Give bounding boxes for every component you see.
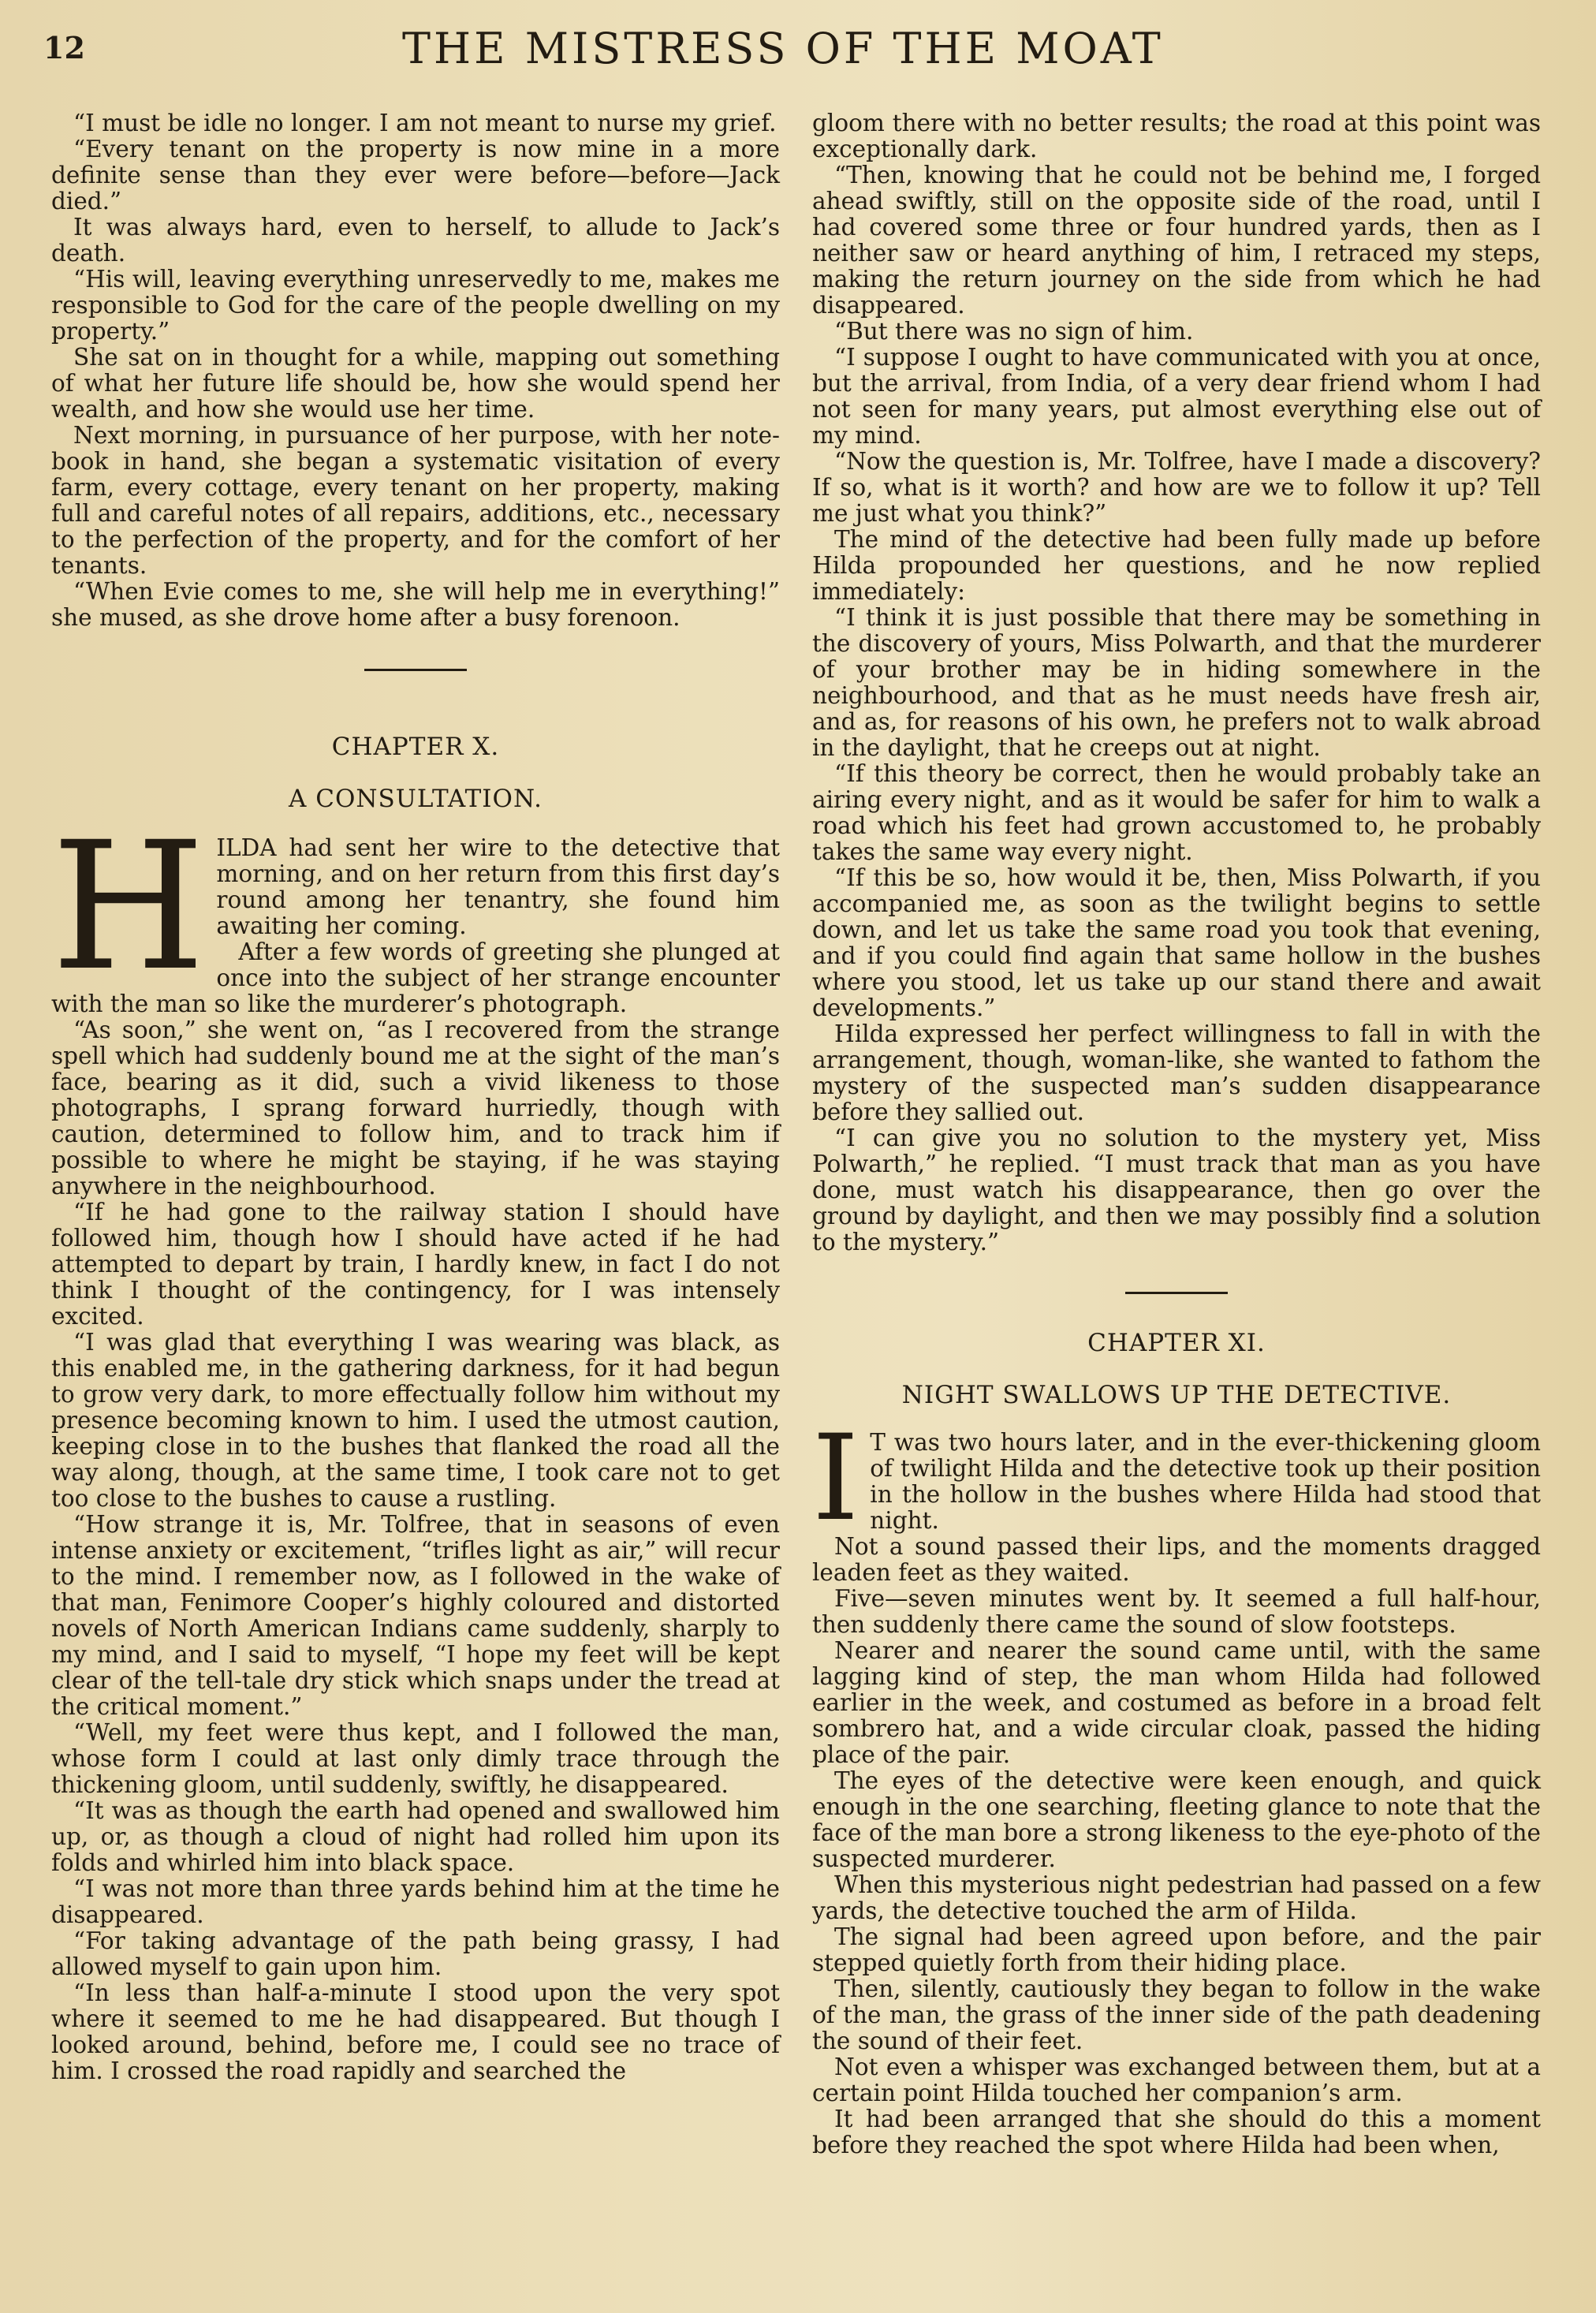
paragraph: She sat on in thought for a while, mapping out something of what her future life should be, how she would spend her wealth, and how she would use her time. [51, 344, 780, 423]
drop-cap: H [51, 804, 206, 1009]
running-title: THE MISTRESS OF THE MOAT [402, 24, 1164, 73]
drop-cap: I [812, 1410, 860, 1547]
paragraph: “Well, my feet were thus kept, and I followed the man, whose form I could at last only dimly trace through the thickening gloom, until suddenly, swiftly, he disappeared. [51, 1719, 780, 1798]
paragraph: “For taking advantage of the path being grassy, I had allowed myself to gain upon him. [51, 1927, 780, 1980]
paragraph: When this mysterious night pedestrian had passed on a few yards, the detective touched the arm of Hilda. [812, 1871, 1541, 1924]
paragraph: It was always hard, even to herself, to allude to Jack’s death. [51, 214, 780, 267]
paragraph: Nearer and nearer the sound came until, with the same lagging kind of step, the man whom Hilda had followed earlier in the week, and costumed as before in a broad felt sombrero hat, and a wide circular cloak, passed the hiding place of the pair. [812, 1637, 1541, 1768]
paragraph: ILDA had sent her wire to the detective that morning, and on her return from this first day’s round among her tenantry, she found him awaiting her coming. [216, 834, 780, 939]
chapter-number: CHAPTER XI. [1087, 1329, 1266, 1357]
paragraph: Next morning, in pursuance of her purpose, with her note-book in hand, she began a systematic visitation of every farm, every cottage, every tenant on her property, making full and careful notes of all repairs, additions, etc., necessary to the perfection of the property, and for the comfort of her tenants. [51, 422, 780, 579]
paragraph: Hilda expressed her perfect willingness to fall in with the arrangement, though, woman-like, she wanted to fathom the mystery of the suspected man’s sudden disappearance before they sallied out. [812, 1020, 1541, 1125]
chapter-title: NIGHT SWALLOWS UP THE DETECTIVE. [901, 1381, 1452, 1409]
paragraph: “But there was no sign of him. [834, 318, 1194, 345]
paragraph: “If he had gone to the railway station I should have followed him, though how I should have acted if he had attempted to depart by train, I hardly knew, in fact I do not think I thought of the contingency, for I was intensely excited. [51, 1199, 780, 1330]
chapter-number: CHAPTER X. [331, 733, 500, 761]
paragraph: “If this theory be correct, then he would probably take an airing every night, and as it would be safer for him to walk a road which his feet had grown accustomed to, he probably takes the same way every night. [812, 760, 1541, 865]
paragraph: “I was glad that everything I was wearing was black, as this enabled me, in the gathering darkness, for it had begun to grow very dark, to more effectually follow him without my presence becoming known to him. I used the utmost caution, keeping close in to the bushes that flanked the road all the way along, though, at the same time, I took care not to get too close to the bushes to cause a rustling. [51, 1329, 780, 1512]
paragraph: Five—seven minutes went by. It seemed a full half-hour, then suddenly there came the sound of slow footsteps. [812, 1585, 1541, 1638]
left-column [51, 110, 780, 2084]
paragraph: gloom there with no better results; the road at this point was exceptionally dark. [812, 110, 1541, 162]
paragraph: “Now the question is, Mr. Tolfree, have I made a discovery? If so, what is it worth? and how are we to follow it up? Tell me just what you think?” [812, 448, 1541, 527]
paragraph: The signal had been agreed upon before, and the pair stepped quietly forth from their hiding place. [812, 1923, 1541, 1976]
paragraph: “I must be idle no longer. I am not meant to nurse my grief. [73, 110, 777, 136]
paragraph: “His will, leaving everything unreservedly to me, makes me responsible to God for the care of the people dwelling on my property.” [51, 266, 780, 345]
paragraph: “In less than half-a-minute I stood upon the very spot where it seemed to me he had disappeared. But though I looked around, behind, before me, I could see no trace of him. I crossed the road rapidly and searched the [51, 1979, 780, 2084]
paragraph: “I can give you no solution to the mystery yet, Miss Polwarth,” he replied. “I must track that man as you have done, must watch his disappearance, then go over the ground by daylight, and then we may possibly find a solution to the mystery.” [812, 1125, 1541, 1255]
paragraph: Not even a whisper was exchanged between them, but at a certain point Hilda touched her companion’s arm. [812, 2054, 1541, 2106]
paragraph: The eyes of the detective were keen enough, and quick enough in the one searching, fleeting glance to note that the face of the man bore a strong likeness to the eye-photo of the suspected murderer. [812, 1767, 1541, 1872]
paragraph: “When Evie comes to me, she will help me in everything!” she mused, as she drove home after a busy forenoon. [51, 578, 780, 631]
paragraph: After a few words of greeting she plunged at once into the subject of her strange encounter with the man so like the murderer’s photograph. [51, 938, 780, 1017]
paragraph: The mind of the detective had been fully made up before Hilda propounded her questions, and he now replied immediately: [812, 526, 1541, 605]
paragraph: It had been arranged that she should do this a moment before they reached the spot where Hilda had been when, [812, 2106, 1541, 2158]
paragraph: “I suppose I ought to have communicated with you at once, but the arrival, from India, of a very dear friend whom I had not seen for many years, put almost everything else out of my mind. [812, 344, 1541, 449]
right-column [812, 110, 1541, 2158]
paragraph: “Then, knowing that he could not be behind me, I forged ahead swiftly, still on the opposite side of the road, until I had covered some three or four hundred yards, then as I neither saw or heard anything of him, I retraced my steps, making the return journey on the side from which he had disappeared. [812, 162, 1541, 319]
paragraph: “Every tenant on the property is now mine in a more definite sense than they ever were before—before—Jack died.” [51, 136, 780, 215]
paragraph: Not a sound passed their lips, and the moments dragged leaden feet as they waited. [812, 1533, 1541, 1586]
paragraph: “I think it is just possible that there may be something in the discovery of yours, Miss Polwarth, and that the murderer of your brother may be in hiding somewhere in the neighbourhood, and that as he must needs have fresh air, and as, for reasons of his own, he prefers not to walk abroad in the daylight, that he creeps out at night. [812, 604, 1541, 761]
page-number: 12 [43, 30, 85, 65]
paragraph: “If this be so, how would it be, then, Miss Polwarth, if you accompanied me, as soon as the twilight begins to settle down, and let us take the same road you took that evening, and if you could find again that same hollow in the bushes where you stood, let us take up our stand there and await developments.” [812, 864, 1541, 1021]
paragraph: T was two hours later, and in the ever-thickening gloom of twilight Hilda and the detective took up their position in the hollow in the bushes where Hilda had stood that night. [870, 1429, 1541, 1534]
paragraph: “I was not more than three yards behind him at the time he disappeared. [51, 1875, 780, 1928]
chapter-title: A CONSULTATION. [289, 785, 543, 813]
paragraph: “As soon,” she went on, “as I recovered from the strange spell which had suddenly bound me at the sight of the man’s face, bearing as it did, such a vivid likeness to those photographs, I sprang forward hurriedly, though with caution, determined to follow him, and to track him if possible to where he might be staying, if he was staying anywhere in the neighbourhood. [51, 1017, 780, 1199]
chapter-opening [51, 804, 780, 1017]
paragraph: Then, silently, cautiously they began to follow in the wake of the man, the grass of the inner side of the path deadening the sound of their feet. [812, 1975, 1541, 2054]
paragraph: “How strange it is, Mr. Tolfree, that in seasons of even intense anxiety or excitement, “trifles light as air,” will recur to the mind. I remember now, as I followed in the wake of that man, Fenimore Cooper’s highly coloured and distorted novels of North American Indians came suddenly, sharply to my mind, and I said to myself, “I hope my feet will be kept clear of the tell-tale dry stick which snaps under the tread at the critical moment.” [51, 1511, 780, 1720]
paragraph: “It was as though the earth had opened and swallowed him up, or, as though a cloud of night had rolled him upon its folds and whirled him into black space. [51, 1797, 780, 1876]
chapter-opening [812, 1410, 1541, 1586]
